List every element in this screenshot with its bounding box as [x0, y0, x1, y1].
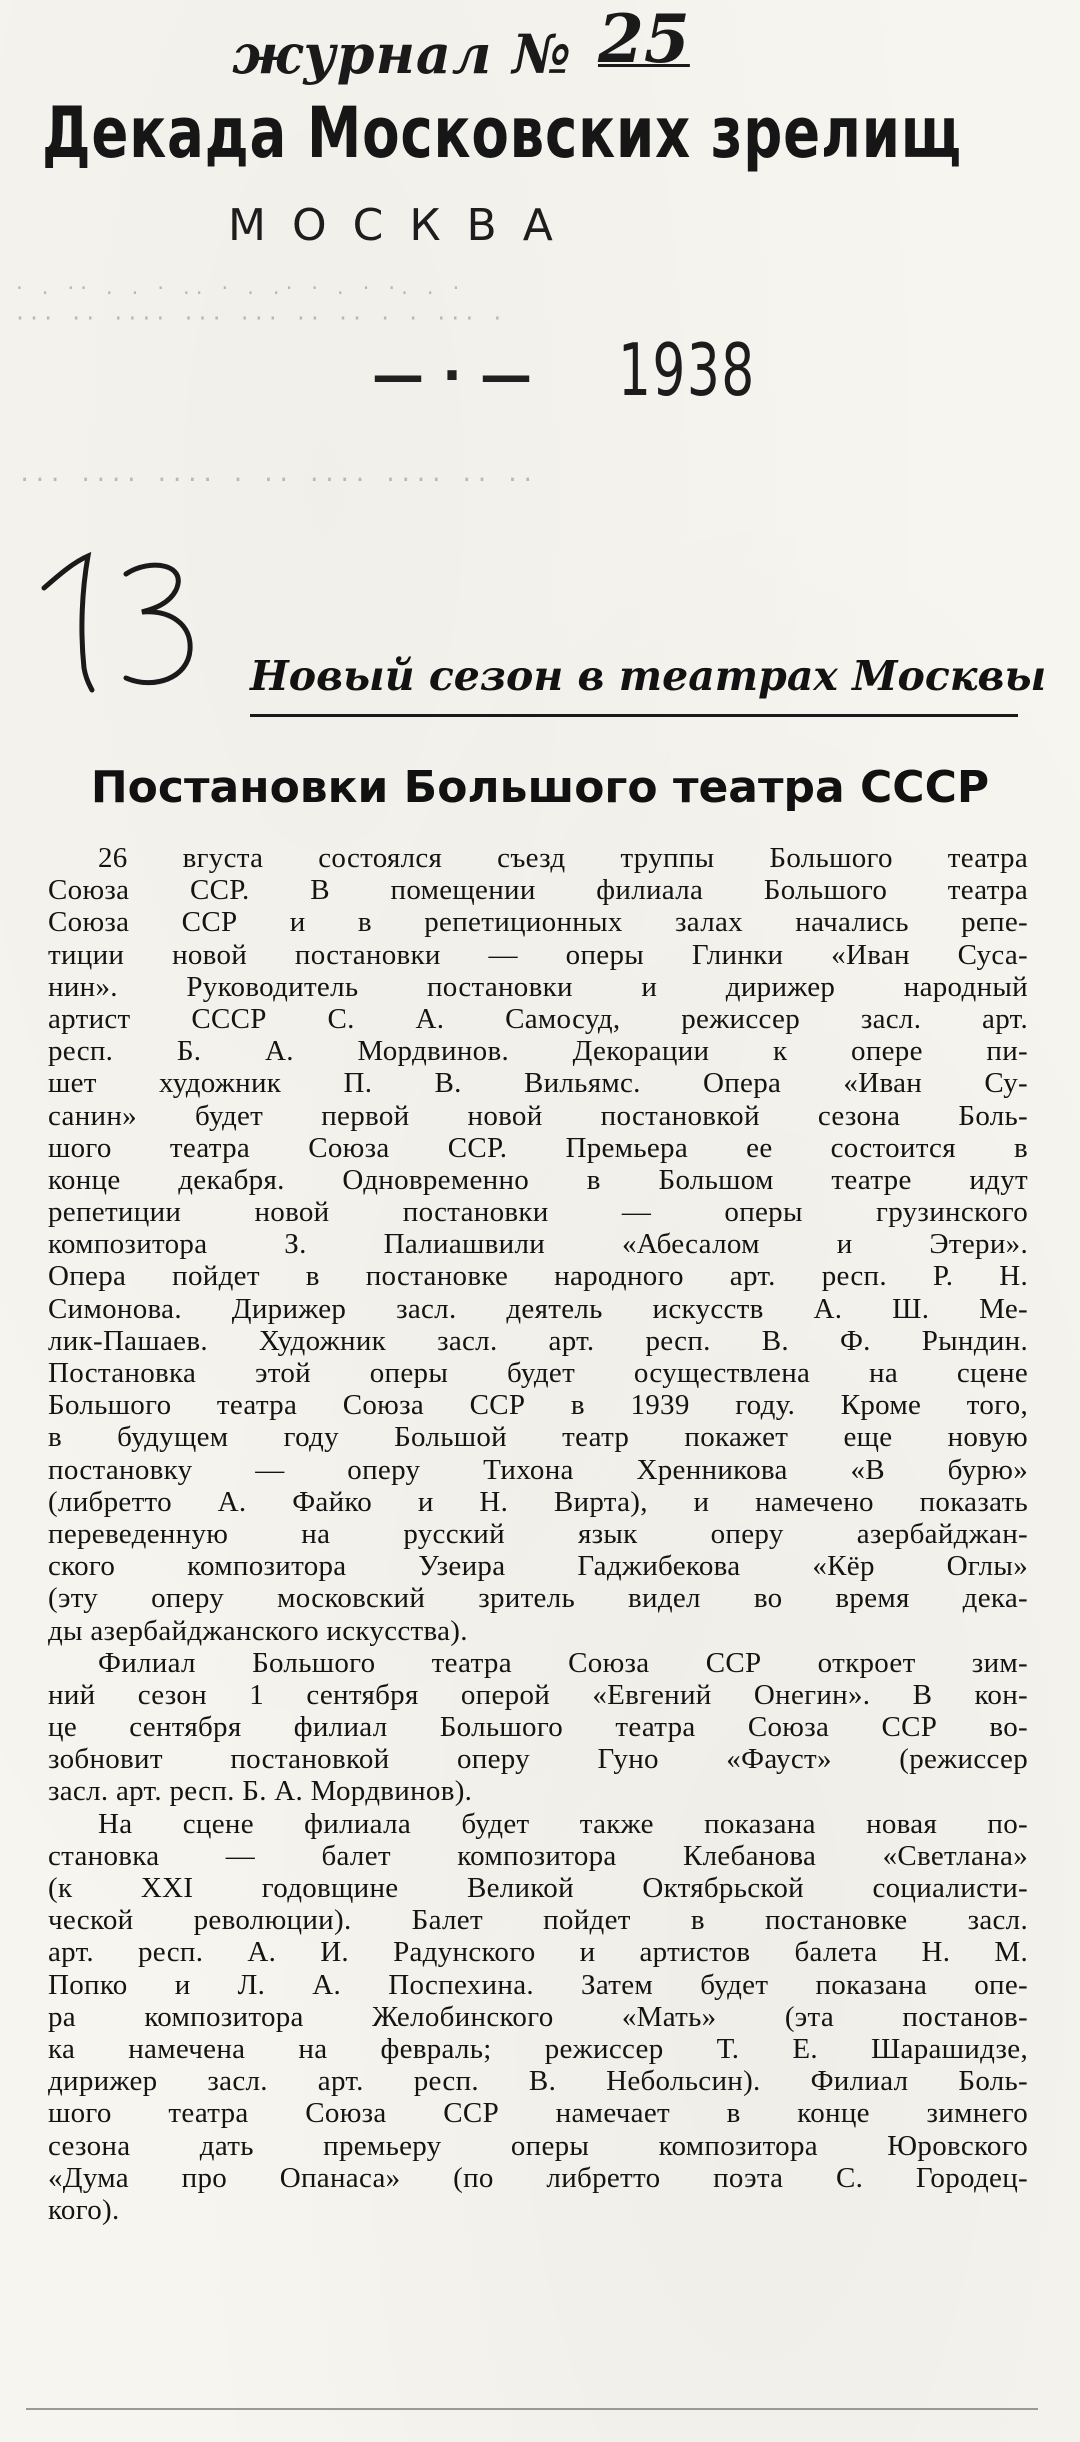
article-line: сезона дать премьеру оперы композитора Юровского: [48, 2129, 1028, 2162]
article-line: композитора З. Палиашвили «Абесалом и Этери».: [48, 1228, 1028, 1261]
article-line: ра композитора Желобинского «Мать» (эта постанов-: [48, 2000, 1028, 2033]
article-line: (к XXI годовщине Великой Октябрьской социалисти-: [48, 1872, 1028, 1904]
article-line: (эту оперу московский зритель видел во время дека-: [48, 1582, 1028, 1615]
article-line: (либретто А. Файко и Н. Вирта), и намечено показать: [48, 1485, 1028, 1518]
article-paragraph: [48, 1647, 1028, 1808]
article-line: лик-Пашаев. Художник засл. арт. респ. В. Ф. Рындин.: [48, 1324, 1028, 1357]
article-line: артист СССР С. А. Самосуд, режиссер засл. арт.: [48, 1002, 1028, 1035]
article-line: нин». Руководитель постановки и дирижер народный: [48, 970, 1028, 1003]
article-line: Опера пойдет в постановке народного арт. респ. Р. Н.: [48, 1260, 1028, 1293]
article-line: ды азербайджанского искусства).: [48, 1614, 468, 1647]
article-line: Филиал Большого театра Союза ССР откроет зим-: [98, 1646, 1028, 1679]
rubric-underline: [250, 714, 1018, 717]
article-line: Союза ССР и в репетиционных залах начались репе-: [48, 906, 1028, 939]
faint-stamp-line: ··· ·· ···· ··· ··· ·· ·· · · ··· ·: [14, 306, 506, 330]
article-paragraph: [48, 1808, 1028, 2226]
article-line: Большого театра Союза ССР в 1939 году. Кроме того,: [48, 1389, 1028, 1422]
article-line: шого театра Союза ССР намечает в конце зимнего: [48, 2097, 1028, 2130]
article-line: ка намечена на февраль; режиссер Т. Е. Шарашидзе,: [48, 2032, 1028, 2065]
article-headline: Постановки Большого театра СССР: [90, 762, 990, 813]
article-line: зобновит постановкой оперу Гуно «Фауст» (режиссер: [48, 1743, 1028, 1776]
handwritten-margin-number: [30, 550, 230, 700]
article-line: арт. респ. А. И. Радунского и артистов балета Н. М.: [48, 1936, 1028, 1969]
article-line: шого театра Союза ССР. Премьера ее состоится в: [48, 1131, 1028, 1164]
article-line: засл. арт. респ. Б. А. Мордвинов).: [48, 1775, 473, 1808]
article-line: дирижер засл. арт. респ. В. Небольсин). Филиал Боль-: [48, 2065, 1028, 2098]
article-line: постановку — оперу Тихона Хренникова «В бурю»: [48, 1453, 1028, 1486]
article-line: ний сезон 1 сентября оперой «Евгений Онегин». В кон-: [48, 1678, 1028, 1711]
article-line: кого).: [48, 2193, 120, 2226]
year-label: 1938: [618, 328, 756, 412]
article-line: тиции новой постановки — оперы Глинки «Иван Суса-: [48, 938, 1028, 971]
issuer-title: Декада Московских зрелищ: [42, 92, 962, 174]
article-line: ского композитора Узеира Гаджибекова «Кёр Оглы»: [48, 1550, 1028, 1583]
article-line: становка — балет композитора Клебанова «Светлана»: [48, 1839, 1028, 1872]
article-line: ческой революции). Балет пойдет в постановке засл.: [48, 1904, 1028, 1937]
article-line: в будущем году Большой театр покажет еще новую: [48, 1421, 1028, 1454]
article-line: «Дума про Опанаса» (по либретто поэта С. Городец-: [48, 2161, 1028, 2194]
article-body: [48, 842, 1028, 2226]
article-line: 26 вгуста состоялся съезд труппы Большого театра: [98, 842, 1028, 874]
article-line: переведенную на русский язык оперу азербайджан-: [48, 1517, 1028, 1550]
faint-stamp-line: · . ·· . . · .. · . .· · . · ·. . ·: [14, 278, 464, 299]
journal-label: журнал №: [232, 22, 572, 86]
article-line: шет художник П. В. Вильямс. Опера «Иван Су-: [48, 1067, 1028, 1100]
article-line: На сцене филиала будет также показана новая по-: [98, 1807, 1028, 1840]
journal-number: 25: [598, 0, 690, 78]
article-line: Постановка этой оперы будет осуществлена на сцене: [48, 1357, 1028, 1389]
date-field: — · —: [372, 346, 532, 406]
article-line: це сентября филиал Большого театра Союза ССР во-: [48, 1711, 1028, 1744]
rubric-heading: Новый сезон в театрах Москвы: [250, 652, 1047, 700]
article-paragraph: [48, 842, 1028, 1647]
article-line: конце декабря. Одновременно в Большом театре идут: [48, 1163, 1028, 1196]
article-line: респ. Б. А. Мордвинов. Декорации к опере пи-: [48, 1035, 1028, 1068]
faint-stamp-line: ··· ···· ···· · ·· ···· ···· ·· ··: [18, 468, 537, 493]
city-label: МОСКВА: [228, 200, 579, 251]
article-line: Симонова. Дирижер засл. деятель искусств А. Ш. Ме-: [48, 1292, 1028, 1325]
article-line: репетиции новой постановки — оперы грузинского: [48, 1196, 1028, 1229]
article-line: Попко и Л. А. Поспехина. Затем будет показана опе-: [48, 1968, 1028, 2001]
article-line: санин» будет первой новой постановкой сезона Боль-: [48, 1099, 1028, 1132]
article-line: Союза ССР. В помещении филиала Большого театра: [48, 874, 1028, 907]
